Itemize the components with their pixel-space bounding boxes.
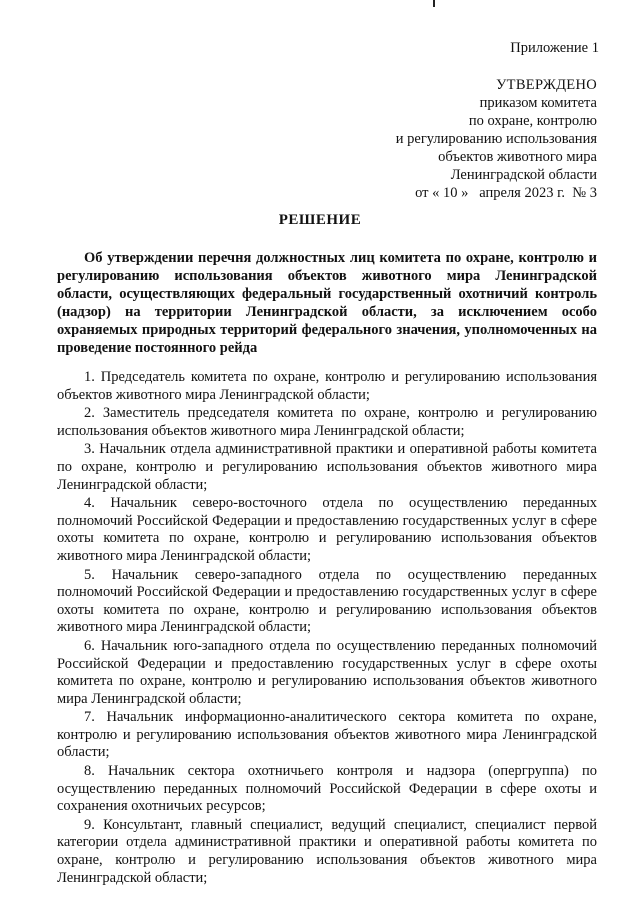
approval-line: Ленинградской области (450, 167, 597, 183)
list-item: 7. Начальник информационно-аналитического сектора комитета по охране, контролю и регулированию использования объектов животного мира Ленинградской области; (57, 709, 597, 761)
list-item: 3. Начальник отдела административной практики и оперативной работы комитета по охране, контролю и регулированию использования объектов животного мира Ленинградской области; (57, 441, 597, 493)
approval-line: объектов животного мира (438, 149, 597, 165)
approval-line: и регулированию использования (395, 131, 597, 147)
approval-block (277, 76, 597, 202)
approval-line: приказом комитета (479, 95, 597, 111)
list-item: 5. Начальник северо-западного отдела по осуществлению переданных полномочий Российской Федерации и предоставлению государственных услуг в сфере охоты комитета по охране, контролю и регулированию использования объектов животного мира Ленинградской области; (57, 566, 597, 636)
officials-list (57, 369, 597, 888)
list-item: 6. Начальник юго-западного отдела по осуществлению переданных полномочий Российской Федерации и предоставлению государственных услуг в сфере охоты комитета по охране, контролю и регулированию использования объектов животного мира Ленинградской области; (57, 637, 597, 707)
list-item: 4. Начальник северо-восточного отдела по осуществлению переданных полномочий Российской Федерации и предоставлению государственных услуг в сфере охоты комитета по охране, контролю и регулированию использования объектов животного мира Ленинградской области; (57, 495, 597, 564)
appendix-label: Приложение 1 (510, 40, 599, 56)
list-item: 1. Председатель комитета по охране, контролю и регулированию использования объектов животного мира Ленинградской области; (57, 369, 597, 403)
decision-title: РЕШЕНИЕ (278, 212, 362, 228)
approval-date-line: от « 10 » апреля 2023 г. № 3 (415, 185, 597, 201)
scan-mark (433, 0, 435, 7)
list-item: 2. Заместитель председателя комитета по охране, контролю и регулированию использования объектов животного мира Ленинградской области; (57, 405, 597, 439)
list-item: 8. Начальник сектора охотничьего контроля и надзора (опергруппа) по осуществлению переданных полномочий Российской Федерации в сфере охоты и сохранения охотничьих ресурсов; (57, 763, 597, 815)
decision-subject: Об утверждении перечня должностных лиц комитета по охране, контролю и регулированию использования объектов животного мира Ленинградской области, осуществляющих федеральный государственный охотничий контроль (надзор) на территории Ленинградской области, за исключением особо охраняемых природных территорий федерального значения, уполномоченных на проведение постоянного рейда (57, 250, 597, 356)
approval-line: по охране, контролю (468, 113, 597, 129)
list-item: 9. Консультант, главный специалист, ведущий специалист, специалист первой категории отдела административной практики и оперативной работы комитета по охране, контролю и регулированию использования объектов животного мира Ленинградской области; (57, 816, 597, 886)
approved-heading: УТВЕРЖДЕНО (496, 77, 597, 93)
